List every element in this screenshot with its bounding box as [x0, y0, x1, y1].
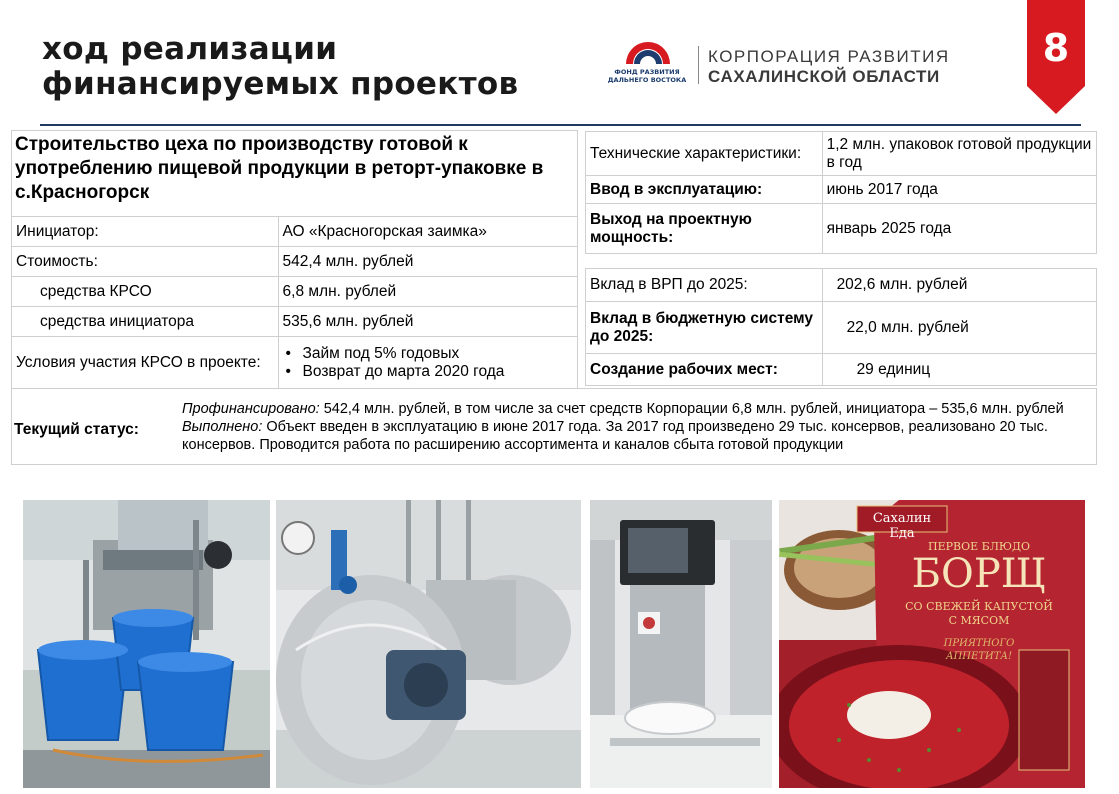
commissioning-label: Ввод в эксплуатацию:	[586, 176, 823, 204]
initiator-funds-value: 535,6 млн. рублей	[278, 307, 577, 337]
conditions-list	[283, 345, 573, 381]
project-name-row	[12, 131, 578, 217]
title-line-2: финансируемых проектов	[42, 66, 519, 102]
corporation-name-line-1: КОРПОРАЦИЯ РАЗВИТИЯ	[708, 47, 950, 66]
cost-value: 542,4 млн. рублей	[278, 247, 577, 277]
grp-contribution-label: Вклад в ВРП до 2025:	[586, 269, 823, 302]
design-capacity-label: Выход на проектную мощность:	[586, 204, 823, 254]
table-row	[12, 217, 578, 247]
financed-text: 542,4 млн. рублей, в том числе за счет средств Корпорации 6,8 млн. рублей, инициатора – 535,6 млн. рублей	[319, 400, 1064, 417]
initiator-label: Инициатор:	[12, 217, 279, 247]
photo-borscht-package	[779, 500, 1085, 788]
financed-label: Профинансировано:	[182, 400, 320, 417]
specs-label: Технические характеристики:	[586, 132, 823, 176]
package-dish-desc-2: С МЯСОМ	[948, 614, 1010, 627]
specs-table	[585, 131, 1097, 254]
effects-table	[585, 268, 1097, 386]
commissioning-value: июнь 2017 года	[822, 176, 1096, 204]
table-row	[586, 132, 1097, 176]
specs-value: 1,2 млн. упаковок готовой продукции в год	[822, 132, 1096, 176]
jobs-value: 29 единиц	[822, 354, 1096, 386]
page-number-badge	[1027, 0, 1085, 114]
package-dish-name: БОРЩ	[911, 551, 1047, 597]
done-label: Выполнено:	[182, 418, 263, 435]
table-row	[12, 277, 578, 307]
table-row	[12, 337, 578, 389]
photo-autoclave	[276, 500, 581, 788]
project-info-table	[11, 130, 578, 389]
corporation-name-line-2: САХАЛИНСКОЙ ОБЛАСТИ	[708, 67, 940, 86]
status-cell	[12, 389, 1097, 465]
table-row	[586, 302, 1097, 354]
status-table	[11, 388, 1097, 465]
done-text: Объект введен в эксплуатацию в июне 2017 года. За 2017 год произведено 29 тыс. консервов, реализовано 20 тыс. консервов. Проводится работа по расширению ассортимента и каналов сбыта готовой продукции	[182, 418, 1048, 453]
page-number: 8	[1042, 26, 1070, 70]
design-capacity-value: январь 2025 года	[822, 204, 1096, 254]
package-dish-desc-1: СО СВЕЖЕЙ КАПУСТОЙ	[905, 600, 1053, 613]
table-row	[586, 176, 1097, 204]
logo-divider	[698, 46, 699, 84]
photo-control-panel	[590, 500, 772, 788]
initiator-value: АО «Красногорская заимка»	[278, 217, 577, 247]
table-row	[12, 389, 1097, 465]
grp-contribution-value: 202,6 млн. рублей	[822, 269, 1096, 302]
table-row	[12, 307, 578, 337]
table-row	[586, 354, 1097, 386]
status-label: Текущий статус:	[14, 421, 139, 438]
package-wish-2: АППЕТИТА!	[946, 651, 1012, 662]
budget-contribution-value: 22,0 млн. рублей	[822, 302, 1096, 354]
package-wish-1: ПРИЯТНОГО	[943, 638, 1015, 649]
fund-logo-line-2: ДАЛЬНЕГО ВОСТОКА	[607, 76, 687, 84]
fund-logo-line-1: ФОНД РАЗВИТИЯ	[614, 68, 680, 76]
conditions-label: Условия участия КРСО в проекте:	[12, 337, 279, 389]
table-row	[12, 247, 578, 277]
title-line-1: ход реализации	[42, 31, 338, 67]
header-divider	[40, 124, 1081, 126]
fund-logo-icon	[622, 36, 674, 68]
page-title	[42, 32, 518, 102]
table-row	[586, 204, 1097, 254]
table-row	[586, 269, 1097, 302]
photo-production-line	[23, 500, 270, 788]
cost-label: Стоимость:	[12, 247, 279, 277]
initiator-funds-label: средства инициатора	[12, 307, 279, 337]
jobs-label: Создание рабочих мест:	[586, 354, 823, 386]
list-item: • Возврат до марта 2020 года	[283, 363, 573, 381]
project-name: Строительство цеха по производству готовой к употреблению пищевой продукции в реторт-упаковке в с.Красногорск	[12, 131, 578, 217]
package-brand: Сахалин Еда	[872, 511, 932, 541]
conditions-value	[278, 337, 577, 389]
krso-funds-value: 6,8 млн. рублей	[278, 277, 577, 307]
corporation-logo	[604, 36, 964, 92]
budget-contribution-label: Вклад в бюджетную систему до 2025:	[586, 302, 823, 354]
list-item: • Займ под 5% годовых	[283, 345, 573, 363]
package-dish-type: ПЕРВОЕ БЛЮДО	[927, 540, 1030, 553]
krso-funds-label: средства КРСО	[12, 277, 279, 307]
